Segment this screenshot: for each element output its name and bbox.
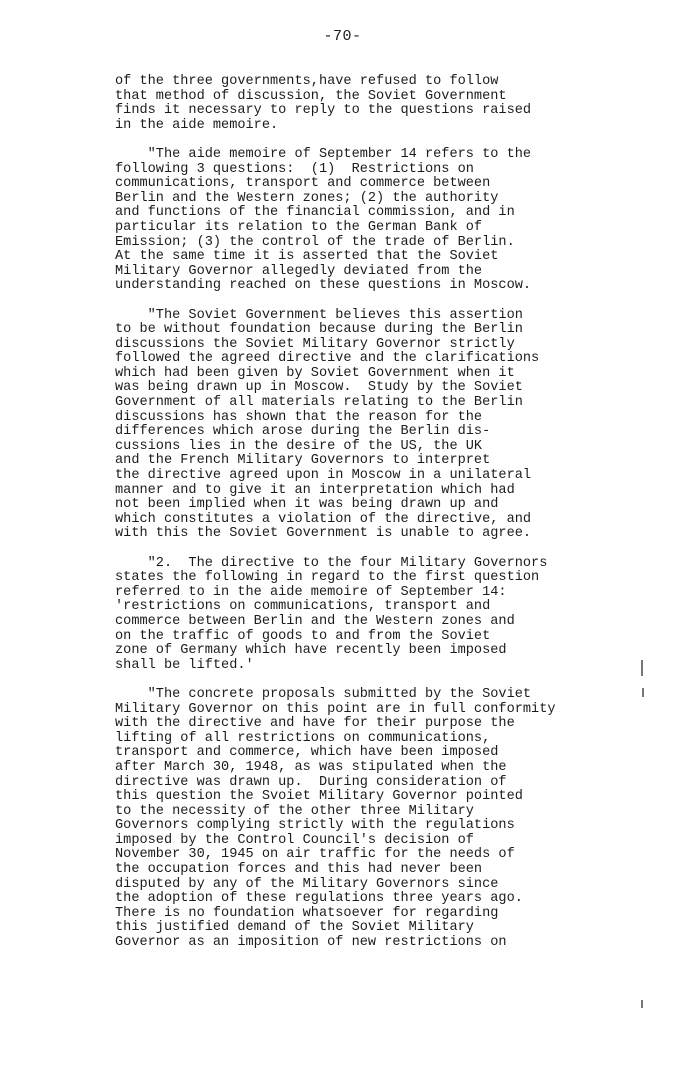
text-line: Government of all materials relating to the Berlin (115, 395, 523, 411)
text-line: Emission; (3) the control of the trade of Berlin. (115, 234, 515, 250)
text-line: Military Governor on this point are in full conformity (115, 701, 556, 717)
text-line: states the following in regard to the first question (115, 570, 540, 586)
text-line: and the French Military Governors to interpret (115, 453, 491, 469)
text-line: with this the Soviet Government is unable to agree. (115, 526, 532, 542)
text-line: communications, transport and commerce between (115, 176, 491, 192)
text-line: the occupation forces and this had never been (115, 862, 483, 878)
text-line: discussions has shown that the reason for the (115, 409, 483, 425)
text-line: transport and commerce, which have been imposed (115, 745, 499, 761)
text-line: after March 30, 1948, as was stipulated when the (115, 759, 507, 775)
margin-mark (641, 660, 643, 676)
text-line: imposed by the Control Council's decision of (115, 832, 474, 848)
text-line: referred to in the aide memoire of September 14: (115, 584, 507, 600)
text-line: the directive agreed upon in Moscow in a unilateral (115, 468, 532, 484)
text-line: and functions of the financial commission, and in (115, 205, 515, 221)
text-line: which constitutes a violation of the directive, and (115, 511, 532, 527)
text-line: to be without foundation because during the Berlin (115, 322, 523, 338)
body-text (0, 75, 685, 951)
text-line: "The concrete proposals submitted by the Soviet (115, 686, 532, 702)
text-line: of the three governments,have refused to follow (115, 74, 499, 89)
text-line: Governor as an imposition of new restrictions on (115, 935, 507, 951)
text-line: "The Soviet Government believes this assertion (115, 307, 523, 323)
text-line: lifting of all restrictions on communications, (115, 730, 491, 746)
text-line: not been implied when it was being drawn up and (115, 497, 499, 513)
text-line: understanding reached on these questions in Moscow. (115, 278, 532, 294)
text-line: commerce between Berlin and the Western zones and (115, 613, 515, 629)
text-line: At the same time it is asserted that the Soviet (115, 249, 499, 265)
text-line: this justified demand of the Soviet Military (115, 920, 474, 936)
text-line: to the necessity of the other three Military (115, 803, 474, 819)
text-line: discussions the Soviet Military Governor strictly (115, 336, 515, 352)
text-line: with the directive and have for their purpose the (115, 716, 515, 732)
text-line: following 3 questions: (1) Restrictions on (115, 161, 474, 177)
text-line: cussions lies in the desire of the US, the UK (115, 438, 483, 454)
text-line: the adoption of these regulations three years ago. (115, 891, 523, 907)
text-line: was being drawn up in Moscow. Study by the Soviet (115, 380, 523, 396)
paragraph-aide-memoire-questions (0, 148, 685, 294)
text-line: There is no foundation whatsoever for regarding (115, 905, 499, 921)
margin-mark (642, 688, 644, 697)
page-number: -70- (323, 28, 362, 45)
paragraph-concrete-proposals (0, 688, 685, 951)
text-line: particular its relation to the German Bank of (115, 219, 483, 235)
paragraph-intro-continuation (0, 75, 685, 133)
text-line: on the traffic of goods to and from the Soviet (115, 628, 491, 644)
text-line: followed the agreed directive and the clarifications (115, 351, 540, 367)
text-line: manner and to give it an interpretation which had (115, 482, 515, 498)
text-line: in the aide memoire. (115, 117, 279, 133)
text-line: 'restrictions on communications, transport and (115, 599, 491, 615)
text-line: this question the Svoiet Military Governor pointed (115, 789, 523, 805)
text-line: finds it necessary to reply to the questions raised (115, 103, 532, 119)
text-line: which had been given by Soviet Government when it (115, 365, 515, 381)
text-line: "2. The directive to the four Military Governors (115, 555, 548, 571)
text-line: Governors complying strictly with the regulations (115, 818, 515, 834)
text-line: Military Governor allegedly deviated from the (115, 263, 483, 279)
paragraph-soviet-government-position (0, 309, 685, 543)
text-line: differences which arose during the Berlin dis- (115, 424, 491, 440)
text-line: November 30, 1945 on air traffic for the needs of (115, 847, 515, 863)
text-line: Berlin and the Western zones; (2) the authority (115, 190, 499, 206)
text-line: "The aide memoire of September 14 refers to the (115, 146, 532, 162)
text-line: zone of Germany which have recently been imposed (115, 643, 507, 659)
text-line: directive was drawn up. During consideration of (115, 774, 507, 790)
text-line: disputed by any of the Military Governors since (115, 876, 499, 892)
text-line: shall be lifted.' (115, 657, 254, 673)
text-line: that method of discussion, the Soviet Government (115, 88, 507, 104)
paragraph-directive-point-2 (0, 557, 685, 674)
margin-mark (641, 1000, 643, 1008)
